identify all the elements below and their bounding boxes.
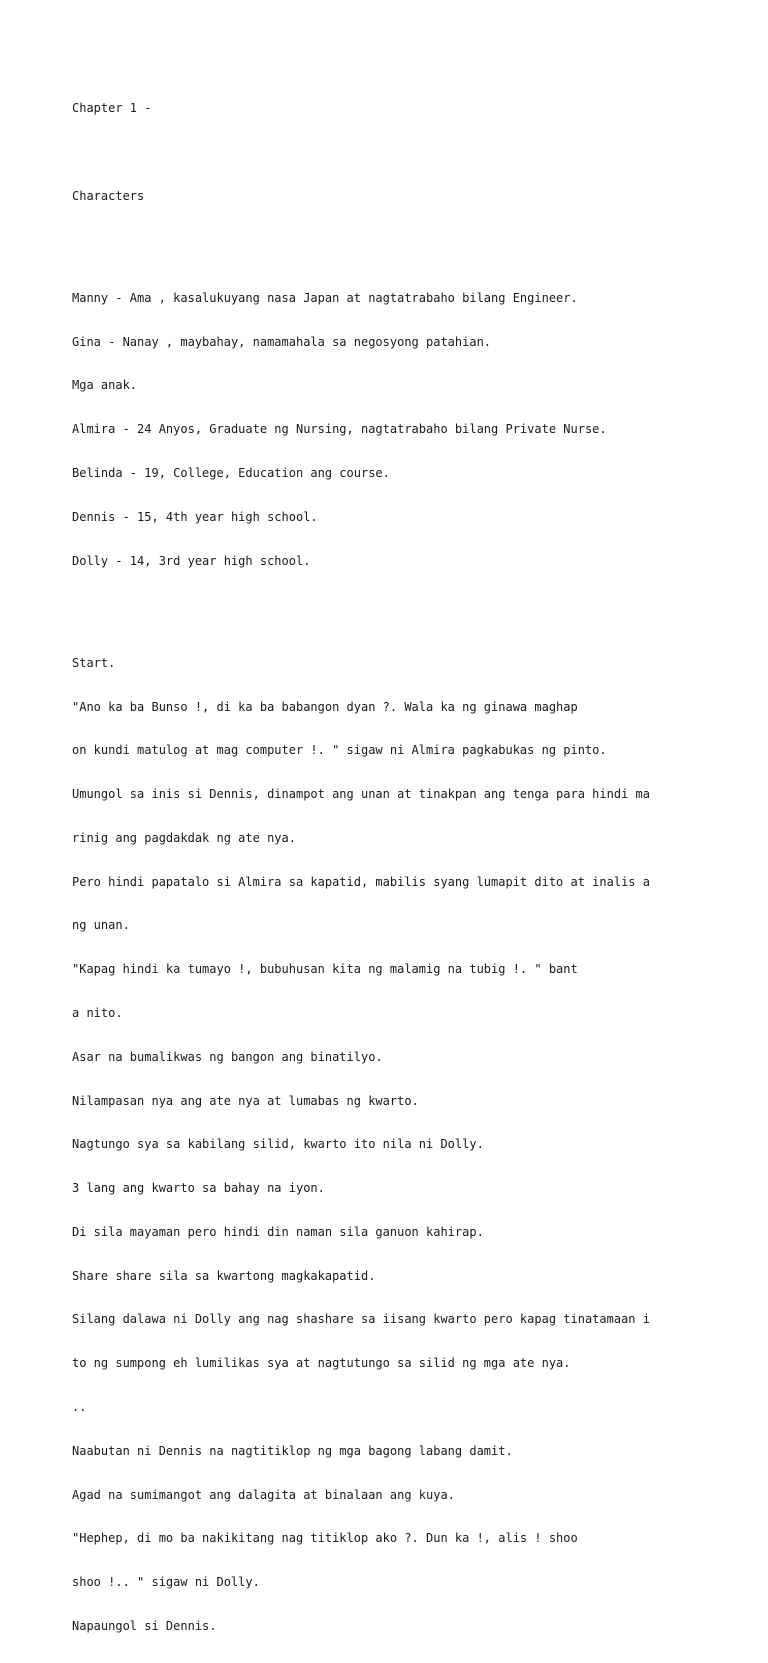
- story-line: Pero hindi papatalo si Almira sa kapatid, mabilis syang lumapit dito at inalis a: [72, 874, 650, 889]
- chapter-title: Chapter 1 -: [72, 101, 152, 116]
- story-line: "Ano ka ba Bunso !, di ka ba babangon dyan ?. Wala ka ng ginawa maghap: [72, 699, 578, 714]
- character-line: Dennis - 15, 4th year high school.: [72, 509, 318, 524]
- story-line: "Kapag hindi ka tumayo !, bubuhusan kita ng malamig na tubig !. " bant: [72, 962, 578, 977]
- blank-line: [72, 233, 712, 248]
- characters-heading: Characters: [72, 188, 145, 203]
- story-line: Napaungol si Dennis.: [72, 1618, 217, 1633]
- story-line: "Hephep, di mo ba nakikitang nag titiklop ako ?. Dun ka !, alis ! shoo: [72, 1531, 578, 1546]
- character-line: Gina - Nanay , maybahay, namamahala sa negosyong patahian.: [72, 334, 492, 349]
- story-line: Share share sila sa kwartong magkakapatid.: [72, 1268, 376, 1283]
- story-line: Silang dalawa ni Dolly ang nag shashare sa iisang kwarto pero kapag tinatamaan i: [72, 1312, 650, 1327]
- story-line: Di sila mayaman pero hindi din naman sila ganuon kahirap.: [72, 1224, 484, 1239]
- story-line: shoo !.. " sigaw ni Dolly.: [72, 1575, 260, 1590]
- character-line: Belinda - 19, College, Education ang course.: [72, 466, 390, 481]
- story-line: rinig ang pagdakdak ng ate nya.: [72, 830, 296, 845]
- character-line: Mga anak.: [72, 378, 138, 393]
- story-line: ng unan.: [72, 918, 130, 933]
- character-line: Almira - 24 Anyos, Graduate ng Nursing, nagtatrabaho bilang Private Nurse.: [72, 422, 607, 437]
- story-line: to ng sumpong eh lumilikas sya at nagtutungo sa silid ng mga ate nya.: [72, 1356, 571, 1371]
- document-body: [72, 72, 712, 1663]
- story-line: Naabutan ni Dennis na nagtitiklop ng mga bagong labang damit.: [72, 1443, 513, 1458]
- story-line: Asar na bumalikwas ng bangon ang binatilyo.: [72, 1049, 383, 1064]
- story-line: 3 lang ang kwarto sa bahay na iyon.: [72, 1181, 325, 1196]
- story-line: Agad na sumimangot ang dalagita at binalaan ang kuya.: [72, 1487, 455, 1502]
- story-line: on kundi matulog at mag computer !. " sigaw ni Almira pagkabukas ng pinto.: [72, 743, 607, 758]
- story-line: Umungol sa inis si Dennis, dinampot ang unan at tinakpan ang tenga para hindi ma: [72, 787, 650, 802]
- blank-line: [72, 145, 712, 160]
- story-line: Start.: [72, 655, 116, 670]
- blank-line: [72, 597, 712, 612]
- character-line: Manny - Ama , kasalukuyang nasa Japan at nagtatrabaho bilang Engineer.: [72, 290, 578, 305]
- story-line: Nagtungo sya sa kabilang silid, kwarto ito nila ni Dolly.: [72, 1137, 484, 1152]
- story-line: a nito.: [72, 1006, 123, 1020]
- story-line: ..: [72, 1400, 87, 1415]
- story-line: Nilampasan nya ang ate nya at lumabas ng kwarto.: [72, 1093, 419, 1108]
- character-line: Dolly - 14, 3rd year high school.: [72, 553, 311, 568]
